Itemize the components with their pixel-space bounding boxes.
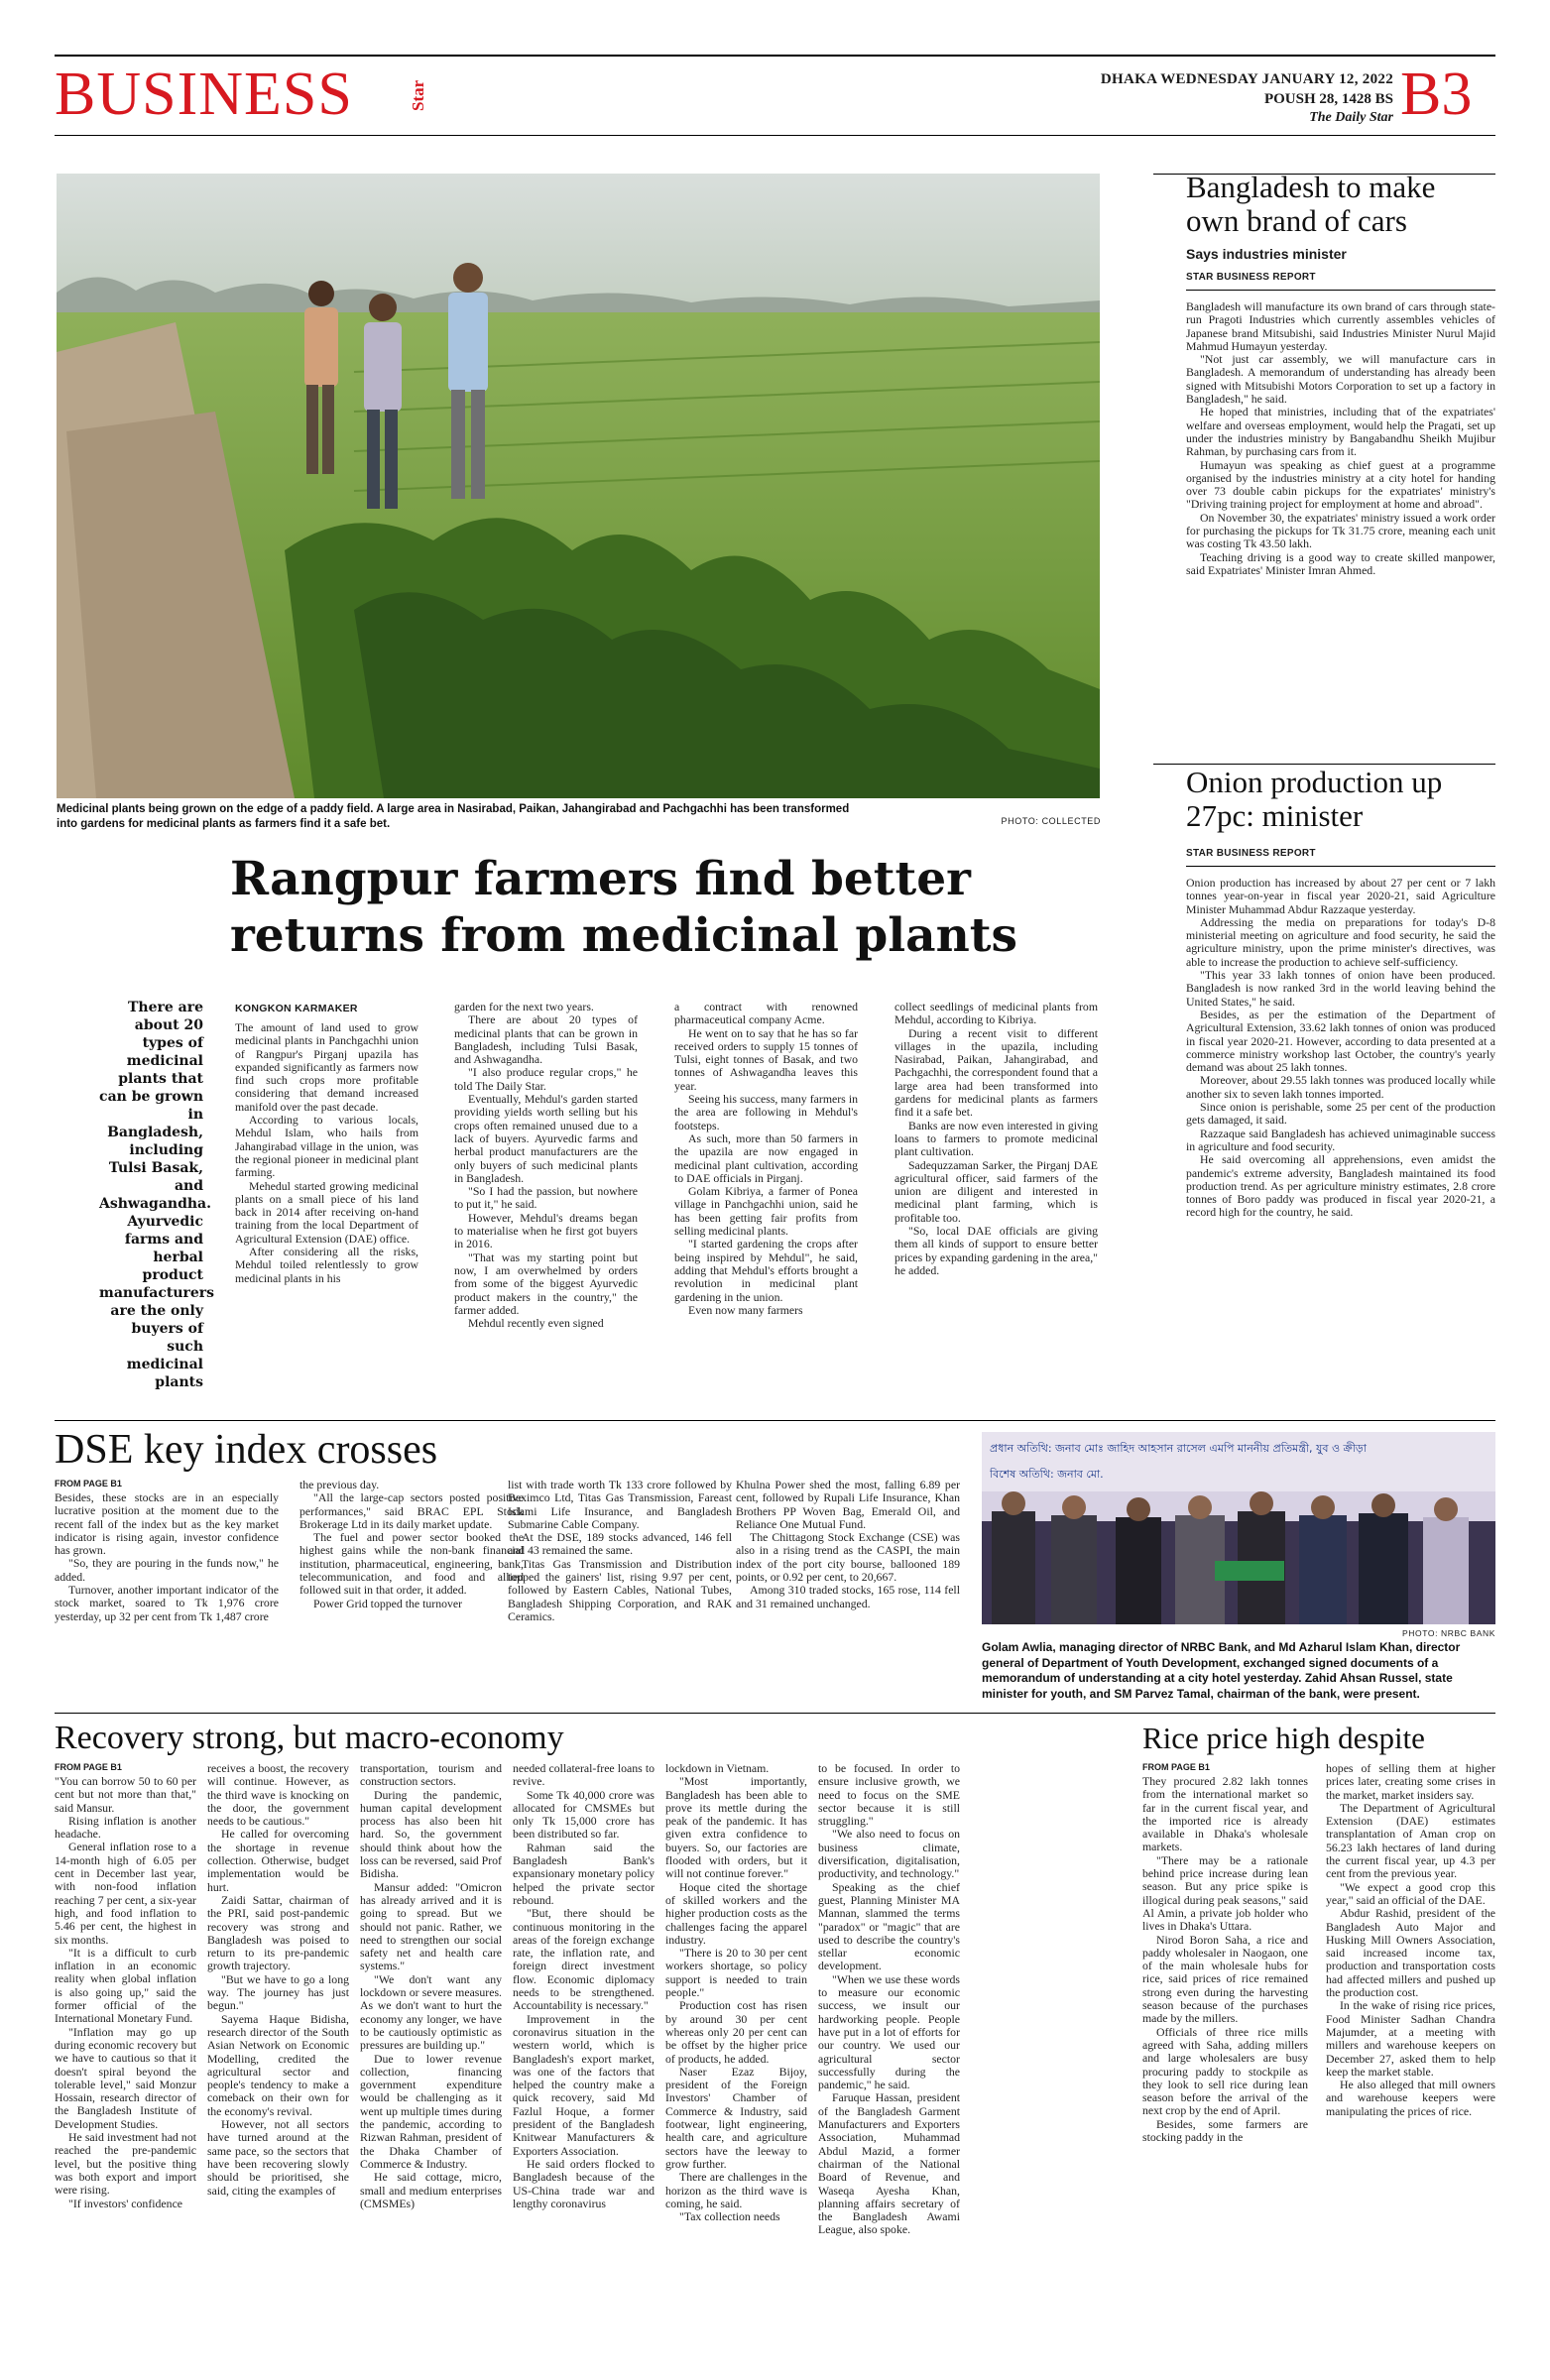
photo-credit: PHOTO: COLLECTED bbox=[1001, 816, 1101, 826]
masthead-bottom-rule bbox=[55, 135, 1495, 136]
cars-byline-rule bbox=[1186, 290, 1495, 291]
rice-column-2: hopes of selling them at higher prices later, creating some crises in the market, market insiders say. The Department of Agricultural Extension (DAE) estimates transplantation of Aman crop on 56.23 lakh hectares of land during the current fiscal year, up 4.3 per cent from the previous year. "We expect a good crop this year," said an official of the DAE. Abdur Rashid, president of the Bangladesh Auto Major and Husking Mill Owners Association, said increased income tax, production and transportation costs had affected millers and pushed up the production cost. In the wake of rising rice prices, Food Minister Sadhan Chandra Majumder, at a meeting with millers and warehouse keepers on December 27, asked them to help keep the market stable. He also alleged that mill owners and warehouse keepers were manipulating the prices of rice. bbox=[1326, 1762, 1495, 2118]
dse-column-3: list with trade worth Tk 133 crore followed by Beximco Ltd, Titas Gas Transmission, Fareast Islami Life Insurance, and Bangladesh Submarine Cable Company. At the DSE, 189 stocks advanced, 146 fell and 43 remained the same. Titas Gas Transmission and Distribution topped the gainers' list, rising 9.97 per cent, followed by Eastern Cables, National Tubes, Bangladesh Shipping Corporation, and RAK Ceramics. bbox=[508, 1479, 732, 1623]
nrbc-banner-mid: বিশেষ অতিথি: জনাব মো. bbox=[990, 1468, 1104, 1481]
dse-column-4: Khulna Power shed the most, falling 6.89 per cent, followed by Rupali Life Insurance, Khan Brothers PP Woven Bag, Emerald Oil, and Reliance One Mutual Fund. The Chittagong Stock Exchange (CSE) was also in a rising trend as the CASPI, the main index of the port city bourse, ballooned 189 points, or 0.92 per cent, to 20,667. Among 310 traded stocks, 165 rose, 114 fell and 31 remained unchanged. bbox=[736, 1479, 960, 1610]
cars-byline: STAR BUSINESS REPORT bbox=[1186, 272, 1316, 283]
paddy-field-photo bbox=[57, 174, 1100, 798]
rice-column-1: They procured 2.82 lakh tonnes from the international market so far in the current fiscal year, and the imported rice is already available in Dhaka's wholesale markets. "There may be a rationale behind price increase during lean season. But any price spike is illogical during peak seasons," said Al Amin, a private job holder who lives in Dhaka's Uttara. Nirod Boron Saha, a rice and paddy wholesaler in Naogaon, one of the main wholesale hubs for rice, said prices of rice remained strong even during the harvesting season because of the purchases made by the millers. Officials of three rice mills agreed with Saha, adding millers and large wholesalers are busy procuring paddy to stockpile as they look to sell rice during lean season before the arrival of the next crop by the end of April. Besides, some farmers are stocking paddy in the bbox=[1142, 1775, 1308, 2145]
lead-column-2: garden for the next two years. There are about 20 types of medicinal plants that can be grown in Bangladesh, including Tulsi Basak, and Ashwagandha. "I also produce regular crops," he told The Daily Star. Eventually, Mehdul's garden started providing yields worth selling but his crops often remained unused due to a lack of buyers. Ayurvedic farms and herbal product manufacturers are the only buyers of such medicinal plants in Bangladesh. "So I had the passion, but nowhere to put it," he said. However, Mehdul's dreams began to materialise when he first got buyers in 2016. "That was my starting point but now, I am overwhelmed by orders from some of the biggest Ayurvedic product makers in the country," the farmer added. Mehdul recently even signed bbox=[454, 1001, 638, 1331]
top-rule bbox=[55, 55, 1495, 57]
recovery-column-3: transportation, tourism and construction sectors. During the pandemic, human capital development process has also been hit hard. So, the government should think about how the loss can be reversed, said Prof Bidisha. Mansur added: "Omicron has already arrived and it is going to spread. But we should not panic. Rather, we need to strengthen our social safety net and health care systems." "We don't want any lockdown or severe measures. As we don't want to hurt the economy any longer, we have to be cautiously optimistic as pressures are building up." Due to lower revenue collection, financing government expenditure would be challenging as it went up multiple times during the pandemic, according to Rizwan Rahman, president of the Dhaka Chamber of Commerce & Industry. He said cottage, micro, small and medium enterprises (CMSMEs) bbox=[360, 1762, 502, 2210]
dse-column-2: the previous day. "All the large-cap sectors posted positive performances," said BRAC EPL Stock Brokerage Ltd in its daily market update. The fuel and power sector booked the highest gains while the non-bank financial institution, pharmaceutical, engineering, bank, telecommunication, and food and allied followed suit in that order, it added. Power Grid topped the turnover bbox=[299, 1479, 524, 1610]
recovery-column-5: lockdown in Vietnam. "Most importantly, Bangladesh has been able to prove its mettle during the peak of the pandemic. It has given extra confidence to buyers. So, our factories are flooded with orders, but it will not continue forever." Hoque cited the shortage of skilled workers and the higher production costs as the challenges facing the apparel industry. "There is 20 to 30 per cent workers shortage, so policy support is needed to train people." Production cost has risen by around 30 per cent whereas only 20 per cent can be offset by the higher price of products, he added. Naser Ezaz Bijoy, president of the Foreign Investors' Chamber of Commerce & Industry, said footwear, light engineering, health care, and agriculture sectors have the leeway to grow further. There are challenges in the horizon as the third wave is coming, he said. "Tax collection needs bbox=[665, 1762, 807, 2224]
lead-headline: Rangpur farmers find better returns from medicinal plants bbox=[230, 852, 1017, 963]
lead-column-3: a contract with renowned pharmaceutical company Acme. He went on to say that he has so far received orders to supply 15 tonnes of Tulsi, eight tonnes of Basak, and two tonnes of Ashwagandha leaves this year. Seeing his success, many farmers in the area are following in Mehdul's footsteps. As such, more than 50 farmers in the upazila are now engaged in medicinal plant cultivation, according to DAE officials in Pirganj. Golam Kibriya, a farmer of Ponea village in Panchgachhi union, said he has been getting fair profits from selling medicinal plants. "I started gardening the crops after being inspired by Mehdul", he said, adding that Mehdul's efforts brought a revolution in medicinal plant gardening in the union. Even now many farmers bbox=[674, 1001, 858, 1317]
recovery-column-4: needed collateral-free loans to revive. Some Tk 40,000 crore was allocated for CMSMEs but only Tk 15,000 crore has been distributed so far. Rahman said the Bangladesh Bank's expansionary monetary policy helped the private sector rebound. "But, there should be continuous monitoring in the areas of the foreign exchange rate, the inflation rate, and foreign direct investment flow. Economic diplomacy needs to be strengthened. Accountability is necessary." Improvement in the coronavirus situation in the western world, which is Bangladesh's export market, was one of the factors that helped the country make a quick recovery, said Md Fazlul Hoque, a former president of the Bangladesh Knitwear Manufacturers & Exporters Association. He said orders flocked to Bangladesh because of the US-China trade war and lengthy coronavirus bbox=[513, 1762, 655, 2210]
dse-from-page: FROM PAGE B1 bbox=[55, 1479, 122, 1488]
cars-headline: Bangladesh to make own brand of cars bbox=[1186, 170, 1436, 238]
rice-from-page: FROM PAGE B1 bbox=[1142, 1762, 1210, 1772]
lead-column-4: collect seedlings of medicinal plants from Mehdul, according to Kibriya. During a recent visit to different villages in the upazila, including Nasirabad, Paikan, Jahangirabad, and Pachgachhi, the correspondent found that a large area had been transformed into gardens for medicinal plants as farmers find it a safe bet. Banks are now even interested in giving loans to farmers to promote medicinal plant cultivation. Sadequzzaman Sarker, the Pirganj DAE agricultural officer, said farmers of the union are diligent and interested in medicinal plant farming, which is profitable too. "So, local DAE officials are giving them all kinds of support to ensure better prices by expanding gardening in the area," he added. bbox=[894, 1001, 1098, 1277]
dateline-bangla: POUSH 28, 1428 BS bbox=[1263, 91, 1393, 107]
photo-caption: Medicinal plants being grown on the edge of a paddy field. A large area in Nasirabad, Paikan, Jahangirabad and Pachgachhi has been transformed into gardens for medicinal plants as farmers find it a safe bet. bbox=[57, 803, 850, 830]
paper-logo: The Daily Star bbox=[1309, 110, 1393, 125]
pullquote: There are about 20 types of medicinal plants that can be grown in Bangladesh, including Tulsi Basak, and Ashwagandha. Ayurvedic farms and herbal product manufacturers are the only buyers of such medicinal plants bbox=[99, 1000, 215, 1390]
rice-headline: Rice price high despite bbox=[1142, 1721, 1425, 1755]
cars-subhead: Says industries minister bbox=[1186, 246, 1347, 262]
dse-top-rule bbox=[55, 1420, 1495, 1421]
recovery-column-2: receives a boost, the recovery will continue. However, as the third wave is knocking on the door, the government needs to be cautious." He called for overcoming the shortage in revenue collection. Otherwise, budget implementation would be hurt. Zaidi Sattar, chairman of the PRI, said post-pandemic recovery was strong and Bangladesh was poised to return to its pre-pandemic growth trajectory. "But we have to go a long way. The journey has just begun." Sayema Haque Bidisha, research director of the South Asian Network on Economic Modelling, credited the agricultural sector and people's tendency to make a comeback on their own for the economy's revival. However, not all sectors have turned around at the same pace, so the sectors that have been recovering slowly should be prioritised, she said, citing the examples of bbox=[207, 1762, 349, 2198]
nrbc-photo-credit: PHOTO: NRBC BANK bbox=[1402, 1628, 1495, 1638]
lead-column-1: The amount of land used to grow medicinal plants in Panchgachhi union of Rangpur's Pirganj upazila has expanded significantly as farmers now find such crops more profitable considering that demand increased manifold over the past decade. According to various locals, Mehdul Islam, who hails from Jahangirabad village in the union, was the regional pioneer in medicinal plant farming. Mehedul started growing medicinal plants on a small piece of his land back in 2014 after receiving on-hand training from the local Department of Agricultural Extension (DAE) office. After considering all the risks, Mehdul toiled relentlessly to grow medicinal plants in his bbox=[235, 1021, 418, 1285]
onion-headline: Onion production up 27pc: minister bbox=[1186, 765, 1443, 833]
onion-byline-rule bbox=[1186, 866, 1495, 867]
signing-ceremony-illustration bbox=[982, 1432, 1495, 1624]
recovery-from-page: FROM PAGE B1 bbox=[55, 1762, 122, 1772]
paddy-field-illustration bbox=[57, 174, 1100, 798]
recovery-top-rule bbox=[55, 1713, 1495, 1714]
onion-byline: STAR BUSINESS REPORT bbox=[1186, 848, 1316, 859]
lead-byline: KONGKON KARMAKER bbox=[235, 1003, 358, 1014]
star-mark: Star bbox=[409, 79, 427, 111]
recovery-column-1: "You can borrow 50 to 60 per cent but not more than that," said Mansur. Rising inflation is another headache. General inflation rose to a 14-month high of 6.05 per cent in December last year, with non-food inflation reaching 7 per cent, a six-year high, and food inflation to 5.46 per cent, the highest in six months. "It is a difficult to curb inflation in an economic reality when global inflation is also going up," said the former official of the International Monetary Fund. "Inflation may go up during economic recovery but we have to cautious so that it doesn't spiral beyond the tolerable level," said Monzur Hossain, research director of the Bangladesh Institute of Development Studies. He said investment had not reached the pre-pandemic level, but the positive thing was both export and import were rising. "If investors' confidence bbox=[55, 1775, 196, 2210]
dateline: DHAKA WEDNESDAY JANUARY 12, 2022 bbox=[1100, 71, 1393, 87]
nrbc-caption: Golam Awlia, managing director of NRBC Bank, and Md Azharul Islam Khan, director general of Department of Youth Development, exchanged signed documents of a memorandum of understanding at a city hotel yesterday. Zahid Ahsan Russel, state minister for youth, and SM Parvez Tamal, chairman of the bank, were present. bbox=[982, 1640, 1461, 1701]
recovery-column-6: to be focused. In order to ensure inclusive growth, we need to focus on the SME sector because it is still struggling." "We also need to focus on business climate, diversification, digitalisation, productivity, and technology." Speaking as the chief guest, Planning Minister MA Mannan, slammed the terms "paradox" or "magic" that are used to describe the country's stellar economic development. "When we use these words to measure our economic success, we insult our hardworking people. People have put in a lot of efforts for our country. We used our agricultural sector successfully during the pandemic," he said. Faruque Hassan, president of the Bangladesh Garment Manufacturers and Exporters Association, Muhammad Abdul Mazid, a former chairman of the National Board of Revenue, and Waseqa Ayesha Khan, planning affairs secretary of the Bangladesh Awami League, also spoke. bbox=[818, 1762, 960, 2237]
nrbc-signing-photo bbox=[982, 1432, 1495, 1624]
section-title: BUSINESS bbox=[55, 60, 353, 128]
cars-body: Bangladesh will manufacture its own brand of cars through state-run Pragoti Industries which currently assembles vehicles of Japanese brand Mitsubishi, said Industries Minister Nurul Majid Mahmud Humayun yesterday. "Not just car assembly, we will manufacture cars in Bangladesh. A memorandum of understanding has already been signed with Mitsubishi Motors Corporation to set up a factory in Bangladesh," he said. He hoped that ministries, including that of the expatriates' welfare and overseas employment, would help the Pragati, set up under the industries ministry by Bangabandhu Sheikh Mujibur Rahman, by purchasing cars from it. Humayun was speaking as chief guest at a programme organised by the industries ministry at a city hotel for handing over 73 double cabin pickups for the expatriates' ministry's "Driving training project for employment at home and abroad". On November 30, the expatriates' ministry issued a work order for purchasing the pickups for Tk 31.75 crore, meaning each unit was costing Tk 43.50 lakh. Teaching driving is a good way to create skilled manpower, said Expatriates' Minister Imran Ahmed. bbox=[1186, 300, 1495, 577]
nrbc-banner-top: প্রধান অতিথি: জনাব মোঃ জাহিদ আহসান রাসেল এমপি মাননীয় প্রতিমন্ত্রী, যুব ও ক্রীড়া bbox=[990, 1442, 1367, 1455]
dse-headline: DSE key index crosses bbox=[55, 1427, 438, 1473]
recovery-headline: Recovery strong, but macro-economy bbox=[55, 1720, 564, 1756]
page-number: B3 bbox=[1400, 60, 1473, 128]
onion-body: Onion production has increased by about 27 per cent or 7 lakh tonnes year-on-year in fiscal year 2020-21, said Agriculture Minister Muhammad Abdur Razzaque yesterday. Addressing the media on preparations for today's D-8 ministerial meeting on agriculture and food security, he said the agriculture ministry, upon the prime minister's directives, was able to increase the production to achieve self-sufficiency. "This year 33 lakh tonnes of onion have been produced. Bangladesh is now ranked 3rd in the world leaving behind the United States," he said. Besides, as per the estimation of the Department of Agricultural Extension, 33.62 lakh tonnes of onion was produced in fiscal year 2020-21. However, according to data presented at a commerce ministry workshop last October, the country's yearly demand was about 25 lakh tonnes. Moreover, about 29.55 lakh tonnes was produced locally while another six to seven lakh tonnes imported. Since onion is perishable, some 25 per cent of the production gets damaged, it said. Razzaque said Bangladesh has achieved unimaginable success in agriculture and food security. He said overcoming all apprehensions, even amidst the pandemic's extreme adversity, Bangladesh maintained its food production trend. As per agriculture ministry estimates, 2.8 crore tonnes of Boro paddy was produced in fiscal year 2020-21, a record high for the country, he said. bbox=[1186, 877, 1495, 1220]
dse-column-1: Besides, these stocks are in an especially lucrative position at the moment due to the recent fall of the index but as the key market indicator is rising again, investor confidence has grown. "So, they are pouring in the funds now," he added. Turnover, another important indicator of the stock market, soared to Tk 1,976 crore yesterday, up 32 per cent from Tk 1,487 crore bbox=[55, 1491, 279, 1623]
